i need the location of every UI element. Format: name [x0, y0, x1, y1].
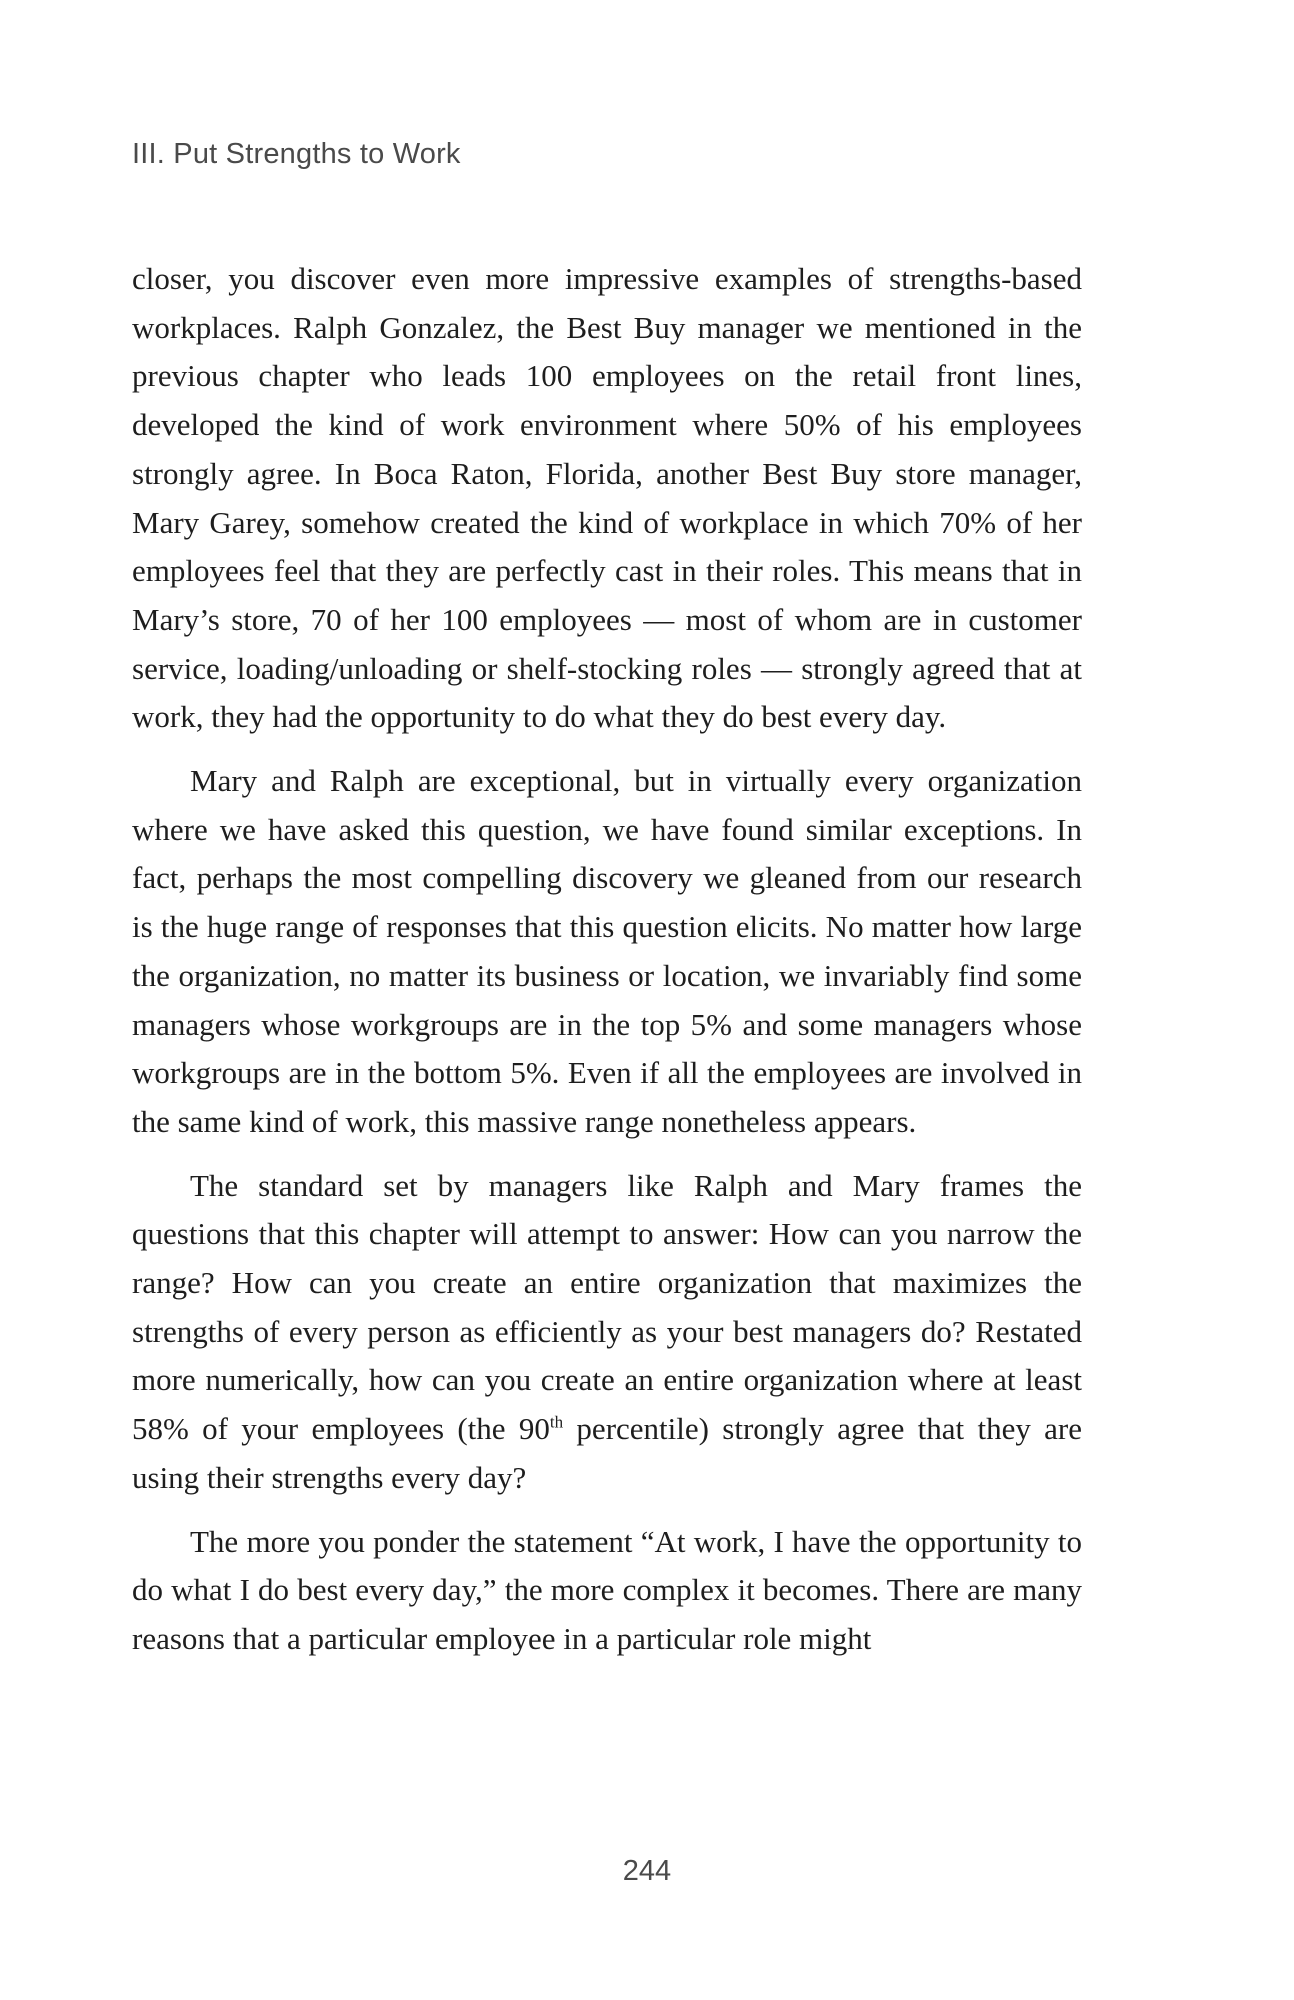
superscript: th [549, 1412, 564, 1432]
paragraph-3-text-after: percentile) strongly agree that they are using their strengths every day? [132, 1411, 1083, 1495]
paragraph-3 [132, 1162, 1082, 1503]
running-head: III. Put Strengths to Work [132, 138, 461, 170]
paragraph-1: closer, you discover even more impressive examples of strengths-based workplaces. Ralph Gonzalez, the Best Buy manager we mentioned in the previous chapter who leads 100 employees on the retail front lines, developed the kind of work environment where 50% of his employees strongly agree. In Boca Raton, Florida, another Best Buy store manager, Mary Garey, somehow created the kind of workplace in which 70% of her employees feel that they are perfectly cast in their roles. This means that in Mary’s store, 70 of her 100 employees — most of whom are in customer service, loading/unloading or shelf-stocking roles — strongly agreed that at work, they had the opportunity to do what they do best every day. [132, 261, 1082, 735]
body-text [132, 255, 1082, 1679]
paragraph-4: The more you ponder the statement “At work, I have the opportunity to do what I do best every day,” the more complex it becomes. There are many reasons that a particular employee in a particular role might [132, 1523, 1082, 1656]
paragraph-3-text-before: The standard set by managers like Ralph and Mary frames the questions that this chapter will attempt to answer: How can you narrow the range? How can you create an entire organization that maximizes the strengths of every person as efficiently as your best managers do? Restated more numerically, how can you create an entire organization where at least 58% of your employees (the 90 [132, 1167, 1082, 1447]
paragraph-2: Mary and Ralph are exceptional, but in virtually every organization where we have asked this question, we have found similar exceptions. In fact, perhaps the most compelling discovery we gleaned from our research is the huge range of responses that this question elicits. No matter how large the organization, no matter its business or location, we invariably find some managers whose workgroups are in the top 5% and some managers whose workgroups are in the bottom 5%. Even if all the employees are involved in the same kind of work, this massive range nonetheless appears. [132, 763, 1082, 1139]
page-number: 244 [622, 1855, 672, 1887]
